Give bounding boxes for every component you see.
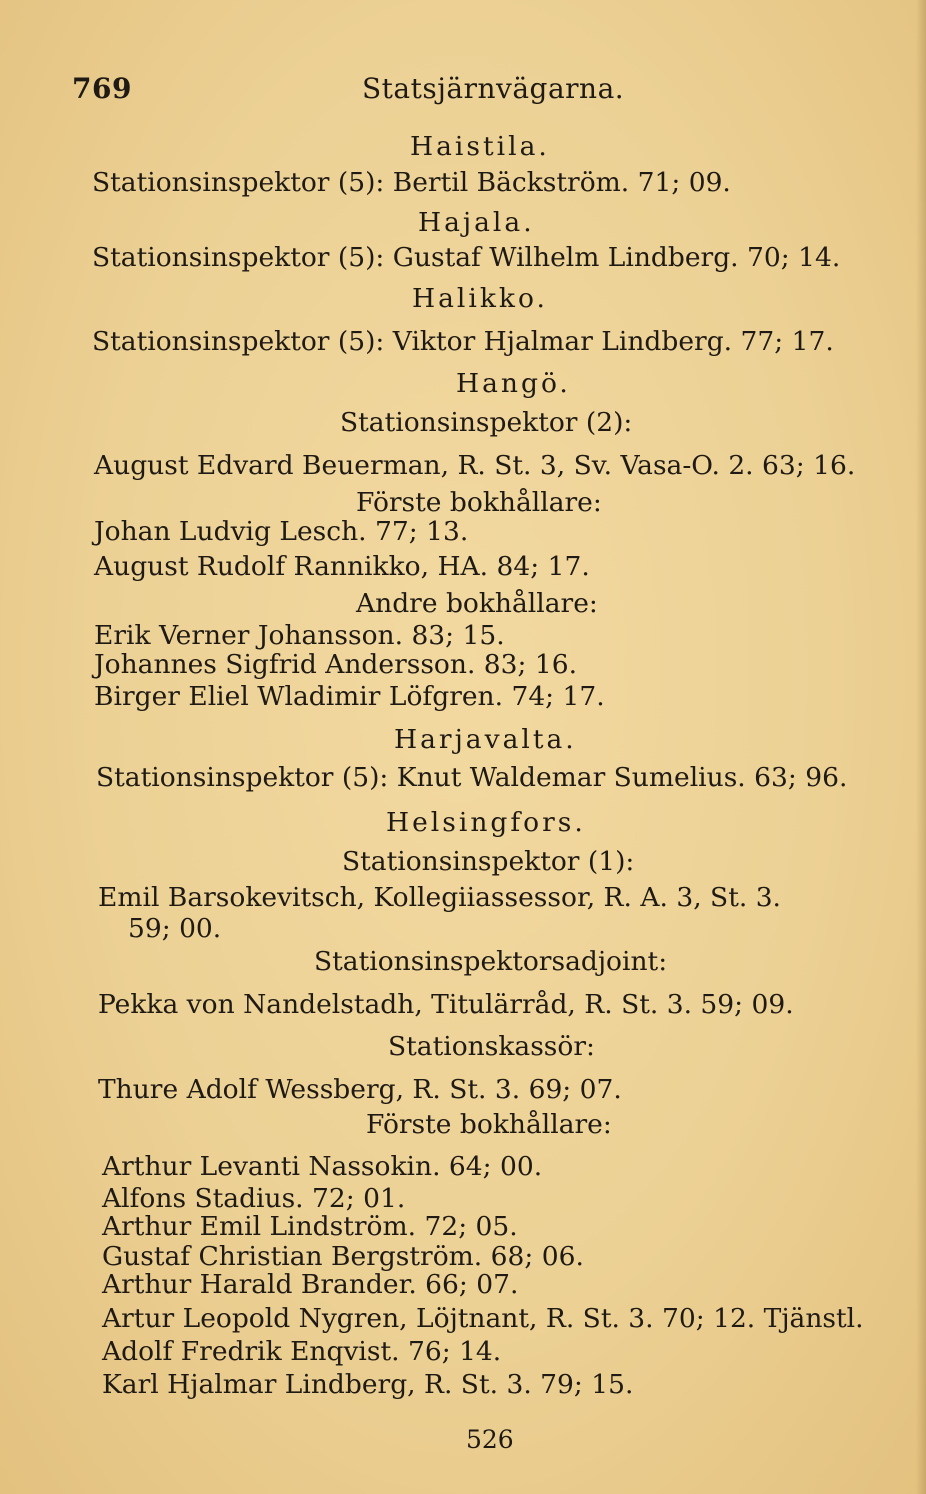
entry-line: Emil Barsokevitsch, Kollegiiassessor, R. A. 3, St. 3. bbox=[98, 882, 781, 913]
station-name-hajala: Hajala. bbox=[418, 207, 535, 238]
role-heading: Stationsinspektorsadjoint: bbox=[314, 946, 668, 977]
entry-line: Johannes Sigfrid Andersson. 83; 16. bbox=[94, 649, 578, 680]
entry-line: Alfons Stadius. 72; 01. bbox=[102, 1183, 406, 1214]
entry-line: Stationsinspektor (5): Gustaf Wilhelm Lindberg. 70; 14. bbox=[92, 242, 841, 273]
role-heading: Stationskassör: bbox=[388, 1031, 595, 1062]
entry-line: Birger Eliel Wladimir Löfgren. 74; 17. bbox=[94, 681, 605, 712]
role-heading: Stationsinspektor (1): bbox=[342, 846, 635, 877]
entry-line: Arthur Emil Lindström. 72; 05. bbox=[102, 1211, 518, 1242]
role-heading: Andre bokhållare: bbox=[356, 588, 598, 619]
role-heading: Förste bokhållare: bbox=[366, 1109, 612, 1140]
signature-mark: 526 bbox=[466, 1425, 514, 1454]
station-name-hango: Hangö. bbox=[456, 368, 571, 399]
entry-line: Artur Leopold Nygren, Löjtnant, R. St. 3. 70; 12. Tjänstl. bbox=[102, 1303, 864, 1334]
entry-line: Arthur Levanti Nassokin. 64; 00. bbox=[102, 1151, 543, 1182]
running-title: Statsjärnvägarna. bbox=[362, 72, 625, 105]
entry-line: Pekka von Nandelstadh, Titulärråd, R. St. 3. 59; 09. bbox=[98, 989, 794, 1020]
role-heading: Förste bokhållare: bbox=[356, 487, 602, 518]
station-name-halikko: Halikko. bbox=[412, 283, 548, 314]
page-number: 769 bbox=[72, 72, 132, 105]
entry-line-continuation: 59; 00. bbox=[128, 913, 222, 944]
entry-line: August Edvard Beuerman, R. St. 3, Sv. Vasa-O. 2. 63; 16. bbox=[94, 450, 856, 481]
page-edge-shadow bbox=[916, 0, 926, 1494]
station-name-harjavalta: Harjavalta. bbox=[394, 724, 577, 755]
entry-line: Stationsinspektor (5): Bertil Bäckström. 71; 09. bbox=[92, 167, 731, 198]
entry-line: Thure Adolf Wessberg, R. St. 3. 69; 07. bbox=[98, 1074, 622, 1105]
entry-line: Gustaf Christian Bergström. 68; 06. bbox=[102, 1241, 584, 1272]
entry-line: Johan Ludvig Lesch. 77; 13. bbox=[94, 516, 469, 547]
entry-line: August Rudolf Rannikko, HA. 84; 17. bbox=[94, 551, 590, 582]
station-name-helsingfors: Helsingfors. bbox=[386, 807, 586, 838]
entry-line: Arthur Harald Brander. 66; 07. bbox=[102, 1269, 519, 1300]
entry-line: Erik Verner Johansson. 83; 15. bbox=[94, 620, 505, 651]
entry-line: Stationsinspektor (5): Viktor Hjalmar Lindberg. 77; 17. bbox=[92, 326, 834, 357]
entry-line: Karl Hjalmar Lindberg, R. St. 3. 79; 15. bbox=[102, 1369, 634, 1400]
role-heading: Stationsinspektor (2): bbox=[340, 407, 633, 438]
entry-line: Stationsinspektor (5): Knut Waldemar Sumelius. 63; 96. bbox=[96, 762, 848, 793]
entry-line: Adolf Fredrik Enqvist. 76; 14. bbox=[102, 1336, 502, 1367]
station-name-haistila: Haistila. bbox=[410, 131, 550, 162]
